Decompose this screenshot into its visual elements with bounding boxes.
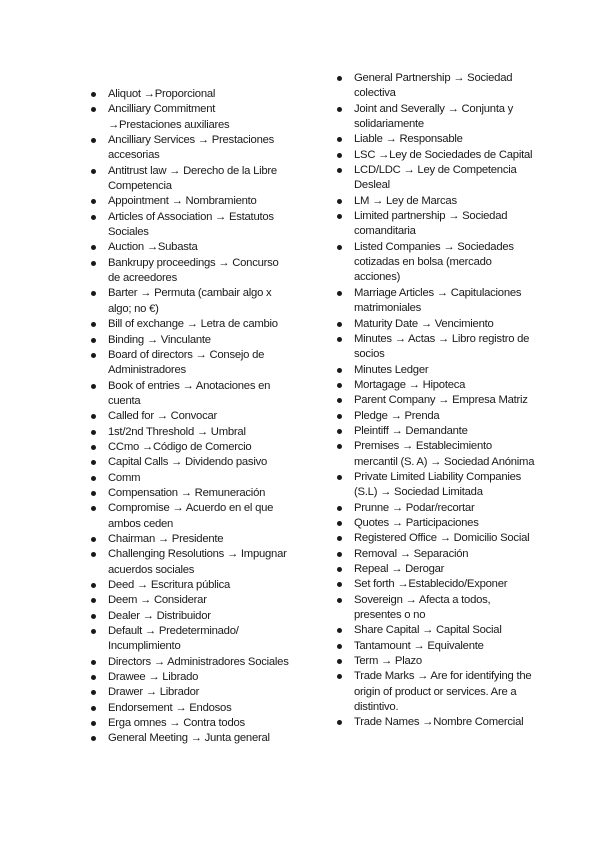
list-item: Aliquot →Proporcional — [90, 87, 290, 102]
list-item: Pleintiff → Demandante — [336, 424, 536, 439]
list-item: General Meeting → Junta general — [90, 731, 290, 746]
list-item: Auction →Subasta — [90, 240, 290, 255]
list-item: Pledge → Prenda — [336, 409, 536, 424]
list-item: Comm — [90, 471, 290, 486]
list-item: Called for → Convocar — [90, 409, 290, 424]
list-item: Endorsement → Endosos — [90, 701, 290, 716]
list-item: Trade Marks → Are for identifying the origin of product or services. Are a distintivo. — [336, 669, 536, 715]
list-item: Deem → Considerar — [90, 593, 290, 608]
list-item: LM → Ley de Marcas — [336, 194, 536, 209]
list-item: Ancilliary Services → Prestaciones accesorias — [90, 133, 290, 164]
list-item: Liable → Responsable — [336, 132, 536, 147]
glossary-list-right — [336, 71, 536, 731]
list-item: Bankrupy proceedings → Concurso de acreedores — [90, 256, 290, 287]
list-item: Minutes Ledger — [336, 363, 536, 378]
list-item: Maturity Date → Vencimiento — [336, 317, 536, 332]
list-item: Joint and Severally → Conjunta y solidariamente — [336, 102, 536, 133]
list-item: Term → Plazo — [336, 654, 536, 669]
list-item: Share Capital → Capital Social — [336, 623, 536, 638]
list-item: Compensation → Remuneración — [90, 486, 290, 501]
list-item: Tantamount → Equivalente — [336, 639, 536, 654]
list-item: 1st/2nd Threshold → Umbral — [90, 425, 290, 440]
list-item: Appointment → Nombramiento — [90, 194, 290, 209]
list-item: General Partnership → Sociedad colectiva — [336, 71, 536, 102]
list-item: Trade Names →Nombre Comercial — [336, 715, 536, 730]
list-item: Private Limited Liability Companies (S.L) → Sociedad Limitada — [336, 470, 536, 501]
list-item: Chairman → Presidente — [90, 532, 290, 547]
list-item: Erga omnes → Contra todos — [90, 716, 290, 731]
list-item: Dealer → Distribuidor — [90, 609, 290, 624]
list-item: Articles of Association → Estatutos Sociales — [90, 210, 290, 241]
list-item: Antitrust law → Derecho de la Libre Competencia — [90, 164, 290, 195]
list-item: Registered Office → Domicilio Social — [336, 531, 536, 546]
list-item: Quotes → Participaciones — [336, 516, 536, 531]
list-item: Sovereign → Afecta a todos, presentes o no — [336, 593, 536, 624]
list-item: Directors → Administradores Sociales — [90, 655, 290, 670]
list-item: Board of directors → Consejo de Administradores — [90, 348, 290, 379]
list-item: Premises → Establecimiento mercantil (S. A) → Sociedad Anónima — [336, 439, 536, 470]
list-item: Capital Calls → Dividendo pasivo — [90, 455, 290, 470]
list-item: CCmo →Código de Comercio — [90, 440, 290, 455]
list-item: Repeal → Derogar — [336, 562, 536, 577]
list-item: Drawer → Librador — [90, 685, 290, 700]
list-item: Limited partnership → Sociedad comanditaria — [336, 209, 536, 240]
list-item: Mortagage → Hipoteca — [336, 378, 536, 393]
list-item: Bill of exchange → Letra de cambio — [90, 317, 290, 332]
list-item: Marriage Articles → Capitulaciones matrimoniales — [336, 286, 536, 317]
glossary-list-left — [90, 87, 290, 747]
list-item: Set forth →Establecido/Exponer — [336, 577, 536, 592]
list-item: Prunne → Podar/recortar — [336, 501, 536, 516]
list-item: Parent Company → Empresa Matriz — [336, 393, 536, 408]
list-item: Deed → Escritura pública — [90, 578, 290, 593]
list-item: Default → Predeterminado/ Incumplimiento — [90, 624, 290, 655]
list-item: LSC →Ley de Sociedades de Capital — [336, 148, 536, 163]
list-item: Drawee → Librado — [90, 670, 290, 685]
list-item: Binding → Vinculante — [90, 333, 290, 348]
list-item: Barter → Permuta (cambair algo x algo; no €) — [90, 286, 290, 317]
list-item: Ancilliary Commitment →Prestaciones auxiliares — [90, 102, 290, 133]
list-item: Book of entries → Anotaciones en cuenta — [90, 379, 290, 410]
list-item: Compromise → Acuerdo en el que ambos ceden — [90, 501, 290, 532]
list-item: Listed Companies → Sociedades cotizadas en bolsa (mercado acciones) — [336, 240, 536, 286]
list-item: Minutes → Actas → Libro registro de socios — [336, 332, 536, 363]
list-item: Removal → Separación — [336, 547, 536, 562]
list-item: LCD/LDC → Ley de Competencia Desleal — [336, 163, 536, 194]
list-item: Challenging Resolutions → Impugnar acuerdos sociales — [90, 547, 290, 578]
